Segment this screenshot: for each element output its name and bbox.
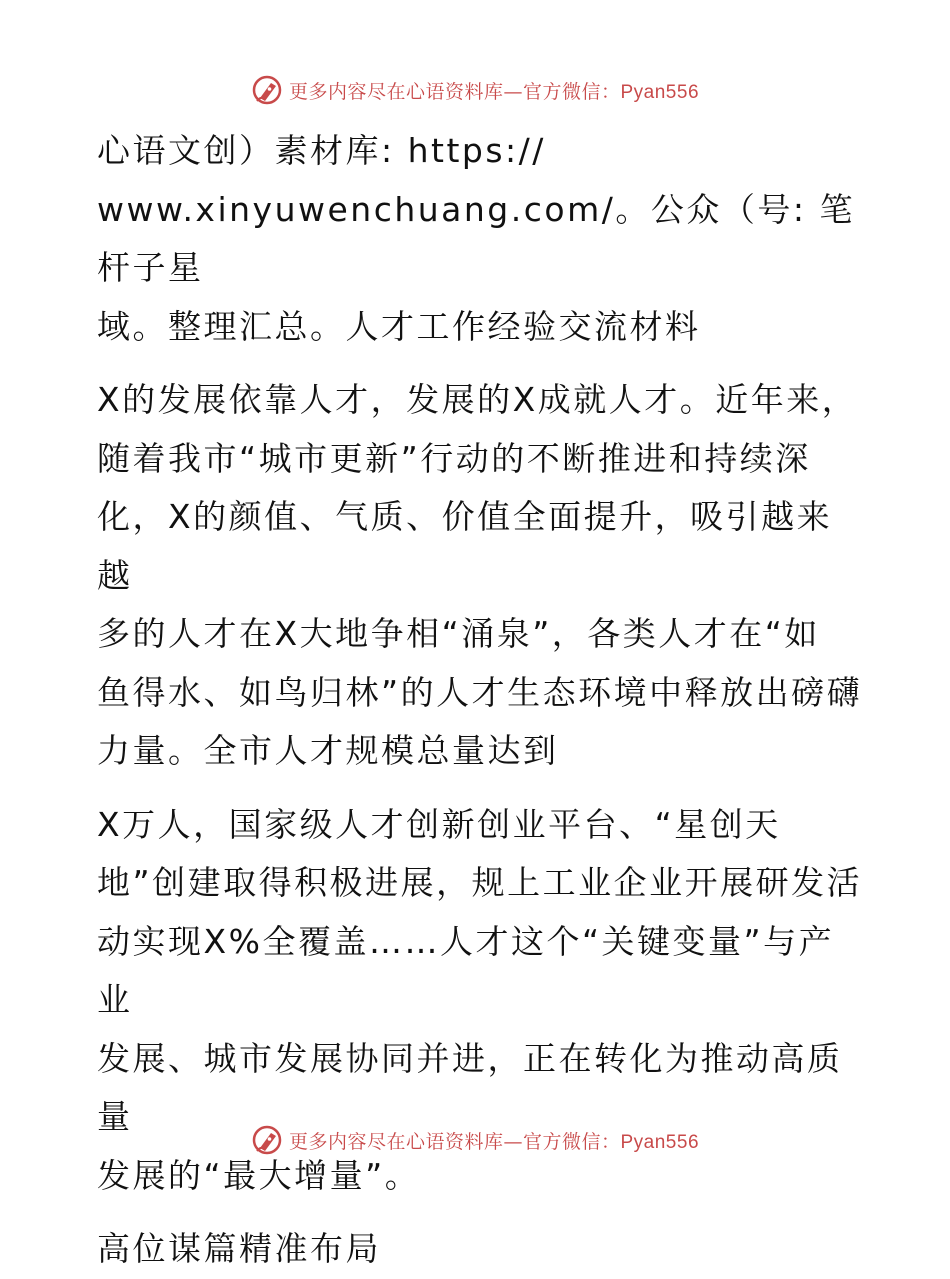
section-heading: 高位谋篇精准布局 [97,1229,381,1268]
banner-wechat-id: Pyan556 [620,81,700,103]
pen-nib-logo-icon [251,1124,283,1156]
paragraph-intro: 心语文创）素材库: https:// www.xinyuwenchuang.com/。公众（号: 笔杆子星 域。整理汇总。人才工作经验交流材料 [97,131,855,346]
banner-wechat-id: Pyan556 [620,1131,700,1153]
banner-label: 更多内容尽在心语资料库—官方微信： [288,80,621,103]
banner-label: 更多内容尽在心语资料库—官方微信： [288,1130,621,1153]
banner-text [289,77,699,104]
paragraph-talent-scale: X万人，国家级人才创新创业平台、“星创天 地”创建取得积极进展，规上工业企业开展研发活 动实现X%全覆盖……人才这个“关键变量”与产业 发展、城市发展协同并进，正在转化为推动高质量 发展的“最大增量”。 [97,804,863,1195]
paragraph-talent-development: X的发展依靠人才，发展的X成就人才。近年来， 随着我市“城市更新”行动的不断推进和持续深 化，X的颜值、气质、价值全面提升，吸引越来越 多的人才在X大地争相“涌泉”，各类人才在“如 鱼得水、如鸟归林”的人才生态环境中释放出磅礴 力量。全市人才规模总量达到 [97,380,863,770]
header-banner [0,72,950,108]
document-body [97,122,867,1279]
banner-text [289,1127,699,1154]
pen-nib-logo-icon [251,74,283,106]
footer-banner [0,1122,950,1158]
